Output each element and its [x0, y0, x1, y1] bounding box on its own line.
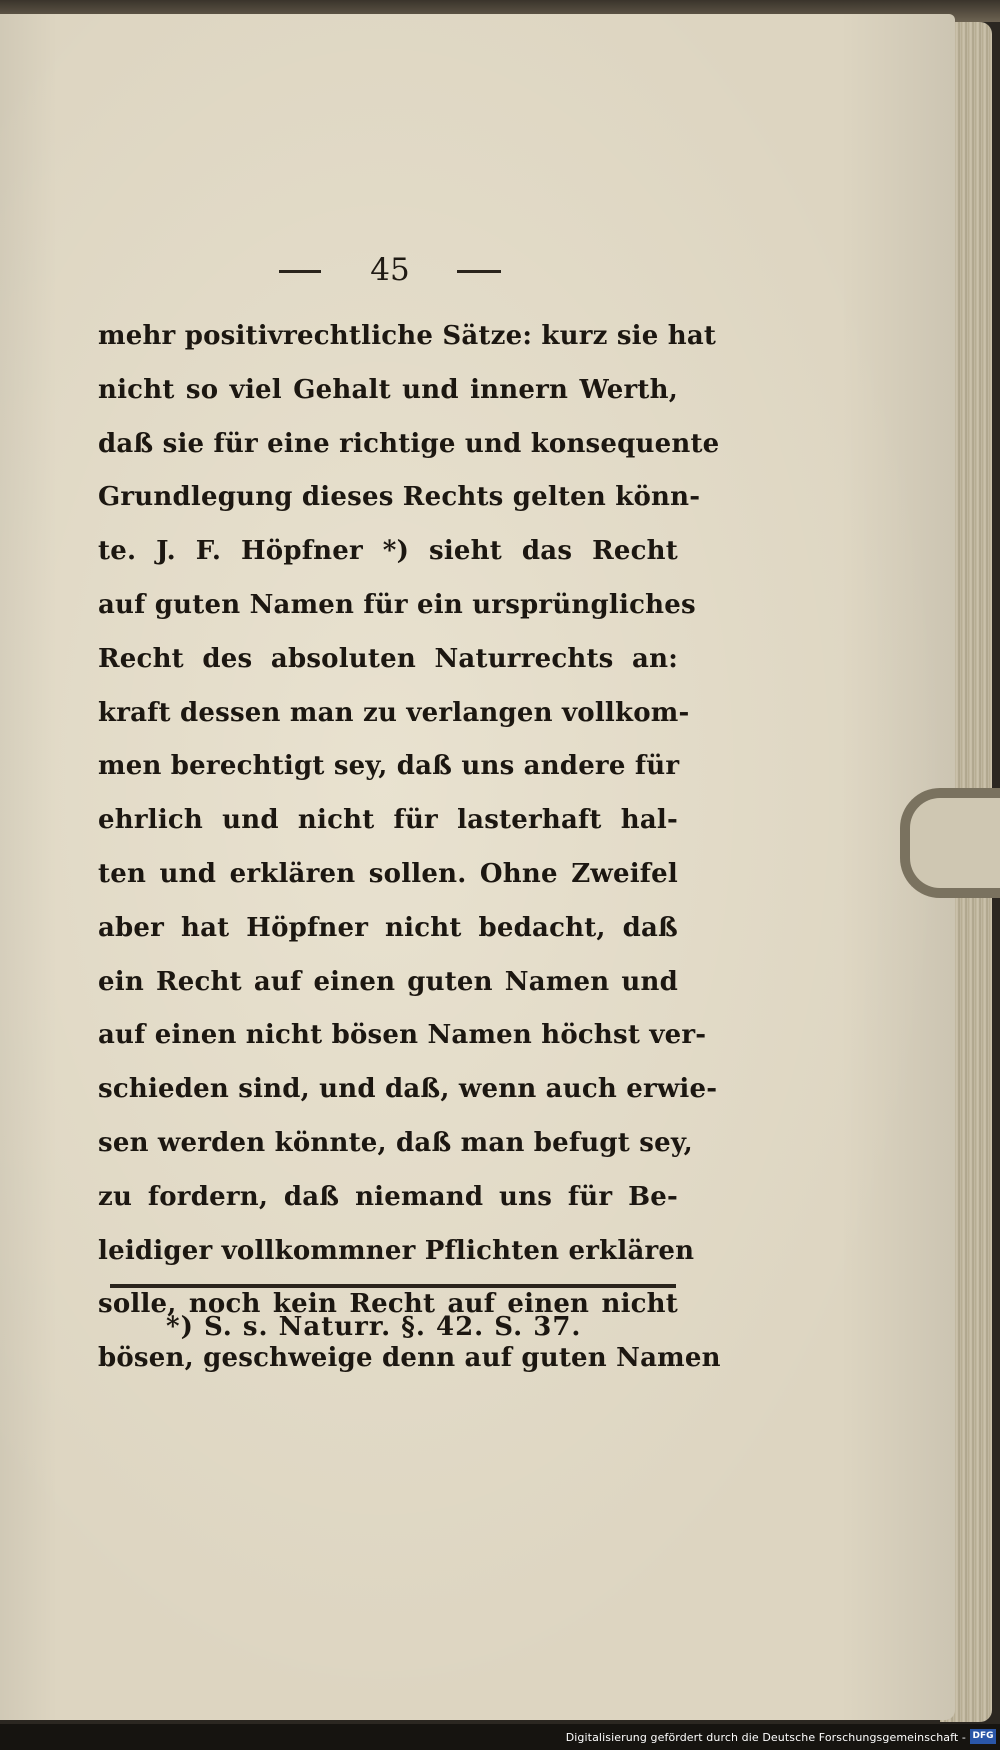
text-line: nicht so viel Gehalt und innern Werth, [98, 374, 678, 405]
text-line: Grundlegung dieses Rechts gelten könn- [98, 482, 701, 513]
dfg-logo: DFG [970, 1729, 996, 1744]
header-dash-left [279, 270, 321, 273]
text-line: auf guten Namen für ein ursprüngliches [98, 589, 696, 620]
text-line: schieden sind, und daß, wenn auch erwie- [98, 1074, 718, 1105]
text-line: bösen, geschweige denn auf guten Namen [98, 1343, 721, 1374]
digitization-credit: Digitalisierung gefördert durch die Deutsche Forschungsgemeinschaft - [565, 1731, 966, 1744]
page-number: 45 [370, 252, 410, 288]
body-text [98, 310, 721, 1386]
text-line: solle, noch kein Recht auf einen nicht [98, 1289, 678, 1320]
text-line: men berechtigt sey, daß uns andere für [98, 751, 680, 782]
text-line: sen werden könnte, daß man befugt sey, [98, 1127, 693, 1158]
text-line: te. J. F. Höpfner *) sieht das Recht [98, 536, 678, 567]
footnote: *) S. s. Naturr. §. 42. S. 37. [166, 1312, 582, 1342]
page-header [275, 252, 505, 292]
text-line: daß sie für eine richtige und konsequente [98, 428, 720, 459]
text-line: ein Recht auf einen guten Namen und [98, 966, 678, 997]
text-line: Recht des absoluten Naturrechts an: [98, 643, 678, 674]
text-line: ten und erklären sollen. Ohne Zweifel [98, 858, 678, 889]
page-clip [900, 788, 1000, 898]
footnote-rule [110, 1284, 676, 1288]
text-line: aber hat Höpfner nicht bedacht, daß [98, 912, 678, 943]
text-line: ehrlich und nicht für lasterhaft hal- [98, 805, 678, 836]
text-line: mehr positivrechtliche Sätze: kurz sie hat [98, 321, 717, 351]
header-dash-right [457, 270, 501, 273]
text-line: kraft dessen man zu verlangen vollkom- [98, 697, 690, 728]
text-line: zu fordern, daß niemand uns für Be- [98, 1181, 678, 1212]
text-line: leidiger vollkommner Pflichten erklären [98, 1235, 695, 1266]
text-line: auf einen nicht bösen Namen höchst ver- [98, 1020, 707, 1051]
